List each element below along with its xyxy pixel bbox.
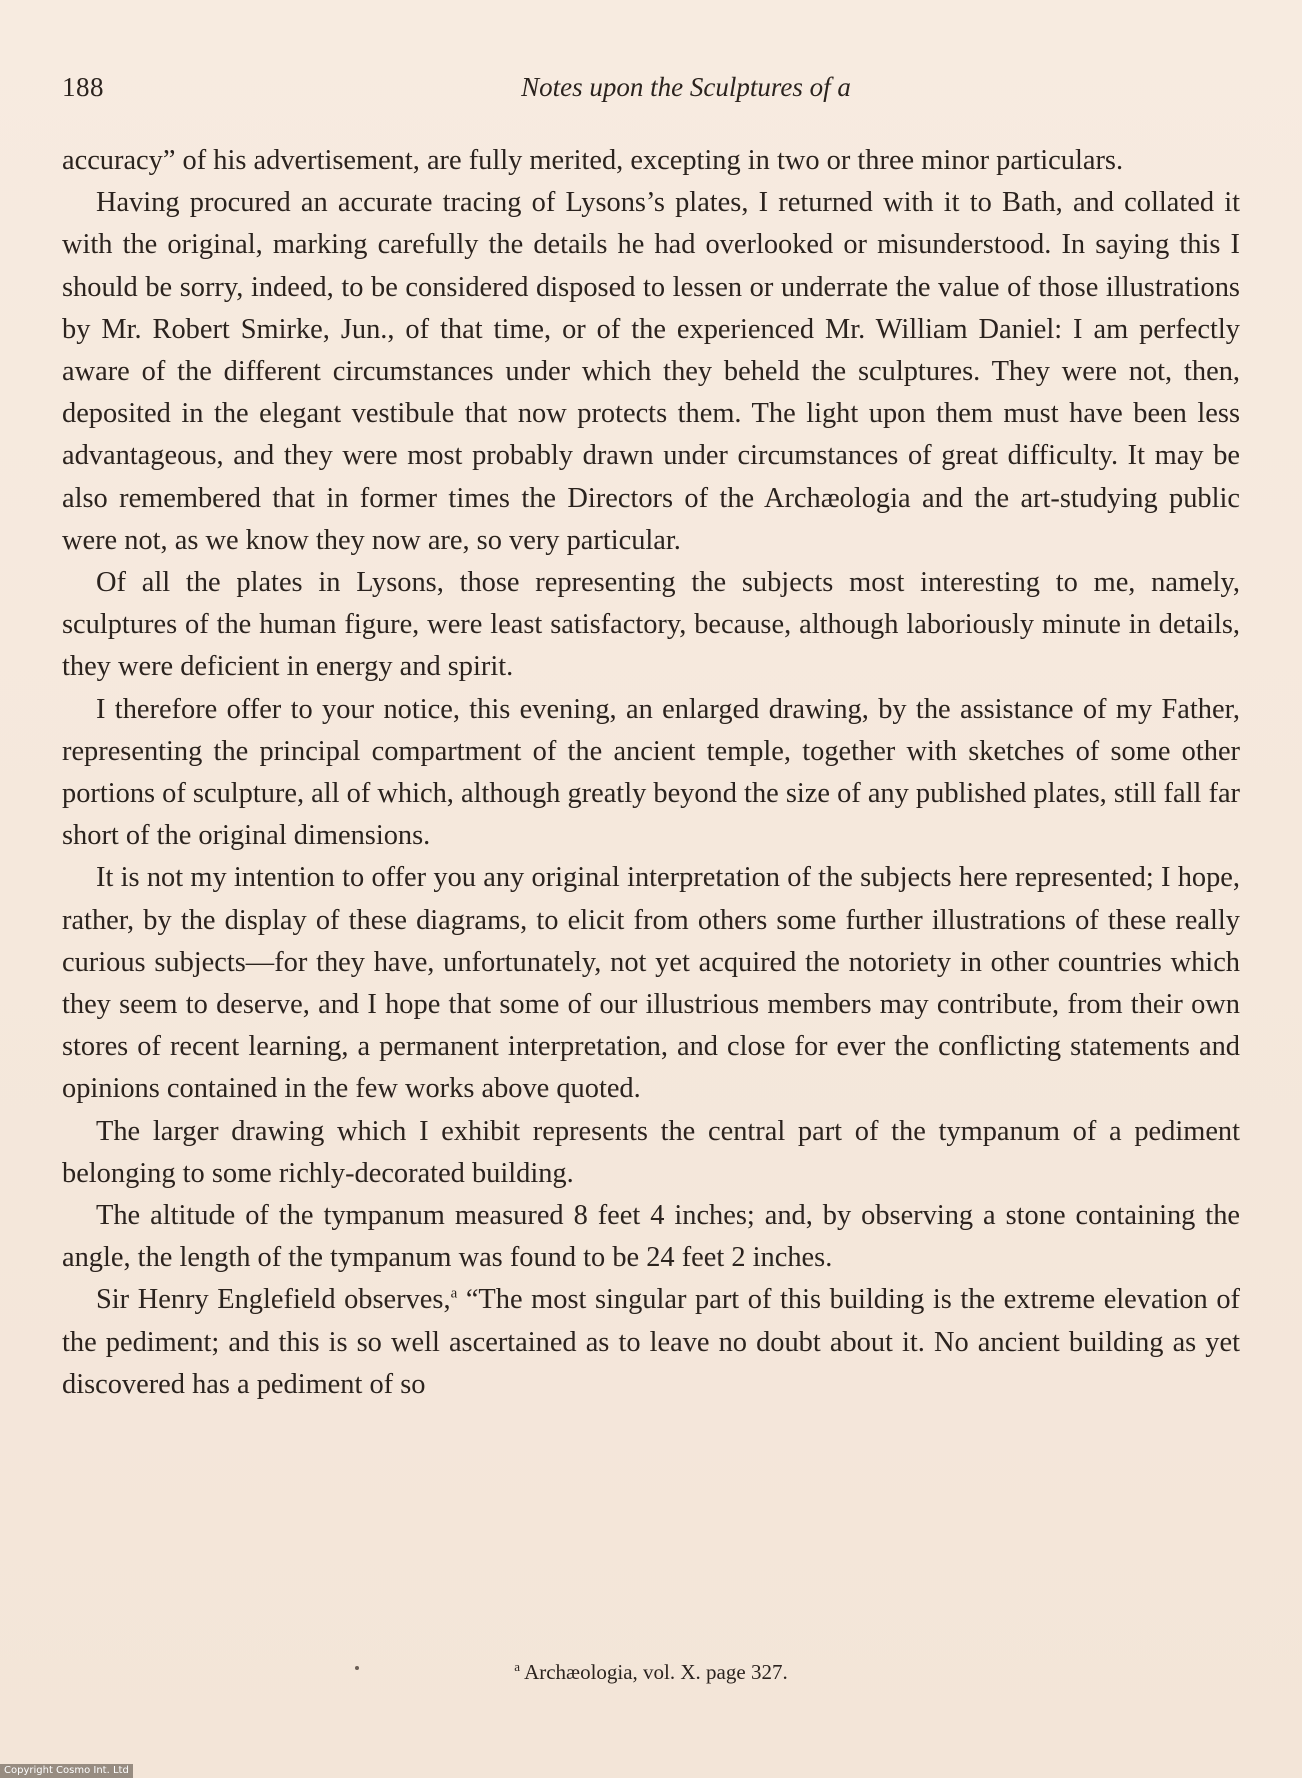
copyright-watermark: Copyright Cosmo Int. Ltd — [0, 1764, 133, 1778]
footnote — [0, 1659, 1302, 1685]
paragraph-1: accuracy” of his advertisement, are fully merited, excepting in two or three minor particulars. — [62, 145, 1124, 176]
paragraph-7: The altitude of the tympanum measured 8 feet 4 inches; and, by observing a stone containing the angle, the length of the tympanum was found to be 24 feet 2 inches. — [62, 1200, 1240, 1274]
running-head — [62, 72, 1240, 112]
paragraph-5: It is not my intention to offer you any original interpretation of the subjects here represented; I hope, rather, by the display of these diagrams, to elicit from others some further illustrations of these really curious subjects—for they have, unfortunately, not yet acquired the notoriety in other countries which they seem to deserve, and I hope that some of our illustrious members may contribute, from their own stores of recent learning, a permanent interpretation, and close for ever the conflicting statements and opinions contained in the few works above quoted. — [62, 862, 1240, 1105]
paragraph-8-lead: Sir Henry Englefield observes, — [96, 1284, 451, 1316]
paragraph-2: Having procured an accurate tracing of Lysons’s plates, I returned with it to Bath, and collated it with the original, marking carefully the details he had overlooked or misunderstood. In saying this I should be sorry, indeed, to be considered disposed to lessen or underrate the value of those illustrations by Mr. Robert Smirke, Jun., of that time, or of the experienced Mr. William Daniel: I am perfectly aware of the different circumstances under which they beheld the sculptures. They were not, then, deposited in the elegant vestibule that now protects them. The light upon them must have been less advantageous, and they were most probably drawn under circumstances of great difficulty. It may be also remembered that in former times the Directors of the Archæologia and the art-studying public were not, as we know they now are, so very particular. — [62, 187, 1240, 556]
footnote-reference: a — [450, 1286, 458, 1303]
paragraph-6: The larger drawing which I exhibit represents the central part of the tympanum of a pediment belonging to some richly-decorated building. — [62, 1115, 1240, 1189]
footnote-text: Archæologia, vol. X. page 327. — [524, 1660, 788, 1684]
paragraph-4: I therefore offer to your notice, this evening, an enlarged drawing, by the assistance of my Father, representing the principal compartment of the ancient temple, together with sketches of some other portions of sculpture, all of which, although greatly beyond the size of any published plates, still fall far short of the original dimensions. — [62, 693, 1240, 852]
running-title: Notes upon the Sculptures of a — [521, 72, 851, 102]
footnote-mark: a — [514, 1659, 521, 1674]
paragraph-3: Of all the plates in Lysons, those representing the subjects most interesting to me, namely, sculptures of the human figure, were least satisfactory, because, although laboriously minute in details, they were deficient in energy and spirit. — [62, 567, 1240, 683]
paragraph-8-quote: “The most singular part of this building is the extreme elevation of the pediment; and this is so well ascertained as to leave no doubt about it. No ancient building as yet discovered has a pediment of so — [62, 1284, 1240, 1400]
page-number: 188 — [62, 72, 104, 102]
paragraph-8 — [62, 1279, 1240, 1406]
body-text — [62, 140, 1240, 1406]
